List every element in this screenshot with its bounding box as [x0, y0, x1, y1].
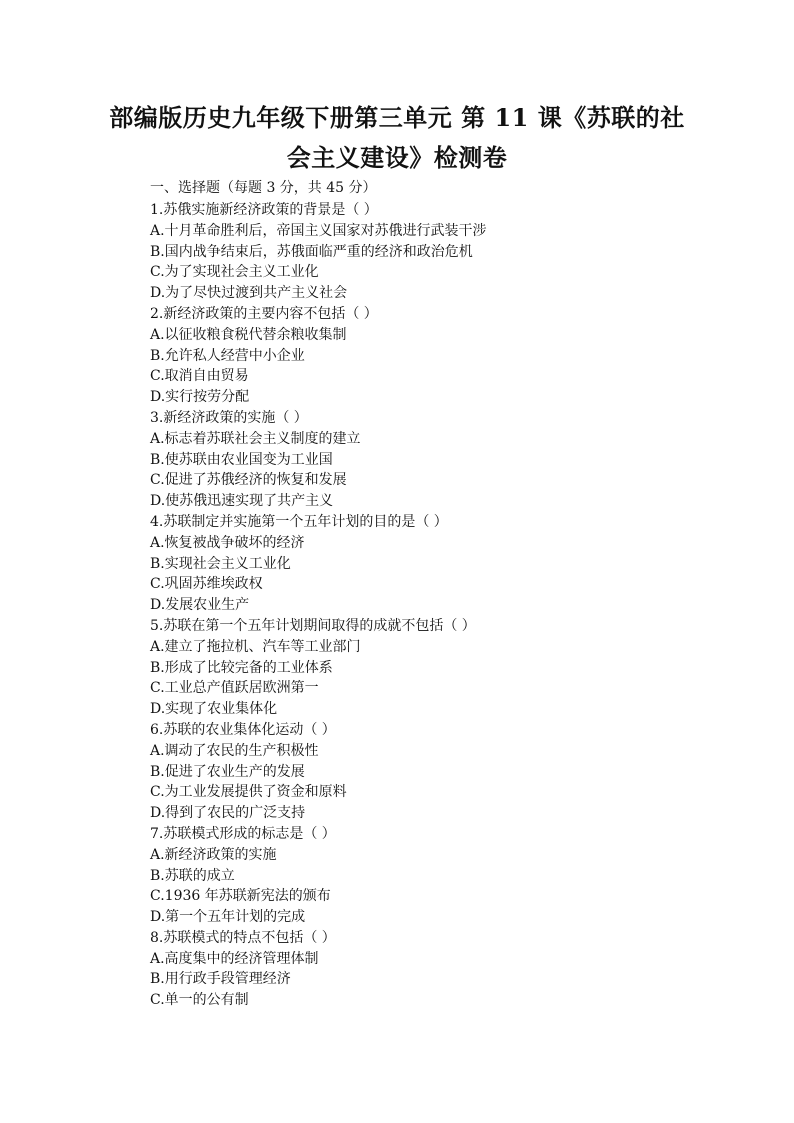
question-4-option-b: B.实现社会主义工业化 [150, 555, 291, 572]
question-7-option-c: C.1936 年苏联新宪法的颁布 [150, 888, 331, 905]
question-2-option-a: A.以征收粮食税代替余粮收集制 [150, 326, 347, 343]
question-6-option-a: A.调动了农民的生产积极性 [150, 742, 319, 759]
question-5-option-b: B.形成了比较完备的工业体系 [150, 659, 333, 676]
question-6-option-c: C.为工业发展提供了资金和原料 [150, 784, 347, 801]
question-4-option-d: D.发展农业生产 [150, 597, 250, 614]
question-7-option-b: B.苏联的成立 [150, 867, 235, 884]
question-6-option-b: B.促进了农业生产的发展 [150, 763, 305, 780]
document-title-line-1: 部编版历史九年级下册第三单元 第 11 课《苏联的社 [109, 103, 685, 132]
question-6-stem: 6.苏联的农业集体化运动（ ） [150, 721, 336, 738]
document-title-line-2: 会主义建设》检测卷 [286, 143, 508, 172]
question-1-option-d: D.为了尽快过渡到共产主义社会 [150, 285, 348, 302]
question-8-stem: 8.苏联模式的特点不包括（ ） [150, 929, 336, 946]
question-1-option-c: C.为了实现社会主义工业化 [150, 264, 319, 281]
question-7-option-d: D.第一个五年计划的完成 [150, 909, 306, 926]
question-2-option-d: D.实行按劳分配 [150, 389, 250, 406]
question-3-option-b: B.使苏联由农业国变为工业国 [150, 451, 333, 468]
question-5-stem: 5.苏联在第一个五年计划期间取得的成就不包括（ ） [150, 617, 476, 634]
question-7-option-a: A.新经济政策的实施 [150, 846, 277, 863]
question-2-stem: 2.新经济政策的主要内容不包括（ ） [150, 305, 378, 322]
question-1-stem: 1.苏俄实施新经济政策的背景是（ ） [150, 202, 378, 218]
question-5-option-c: C.工业总产值跃居欧洲第一 [150, 680, 319, 697]
question-list [150, 200, 710, 1011]
question-3-option-d: D.使苏俄迅速实现了共产主义 [150, 493, 334, 510]
question-6-option-d: D.得到了农民的广泛支持 [150, 805, 306, 822]
section-heading: 一、选择题（每题 3 分，共 45 分） [150, 180, 377, 196]
question-8-option-a: A.高度集中的经济管理体制 [150, 950, 319, 967]
question-3-option-c: C.促进了苏俄经济的恢复和发展 [150, 472, 347, 489]
question-3-option-a: A.标志着苏联社会主义制度的建立 [150, 430, 361, 447]
question-4-option-c: C.巩固苏维埃政权 [150, 576, 263, 593]
question-1-option-b: B.国内战争结束后，苏俄面临严重的经济和政治危机 [150, 243, 473, 260]
question-4-option-a: A.恢复被战争破坏的经济 [150, 534, 305, 551]
question-5-option-a: A.建立了拖拉机、汽车等工业部门 [150, 638, 361, 655]
question-8-option-c: C.单一的公有制 [150, 992, 249, 1009]
question-1-option-a: A.十月革命胜利后，帝国主义国家对苏俄进行武装干涉 [150, 222, 487, 239]
question-2-option-c: C.取消自由贸易 [150, 368, 249, 385]
question-7-stem: 7.苏联模式形成的标志是（ ） [150, 825, 336, 842]
question-3-stem: 3.新经济政策的实施（ ） [150, 409, 308, 426]
question-8-option-b: B.用行政手段管理经济 [150, 971, 291, 988]
question-4-stem: 4.苏联制定并实施第一个五年计划的目的是（ ） [150, 513, 448, 530]
question-5-option-d: D.实现了农业集体化 [150, 701, 278, 718]
question-2-option-b: B.允许私人经营中小企业 [150, 347, 305, 364]
